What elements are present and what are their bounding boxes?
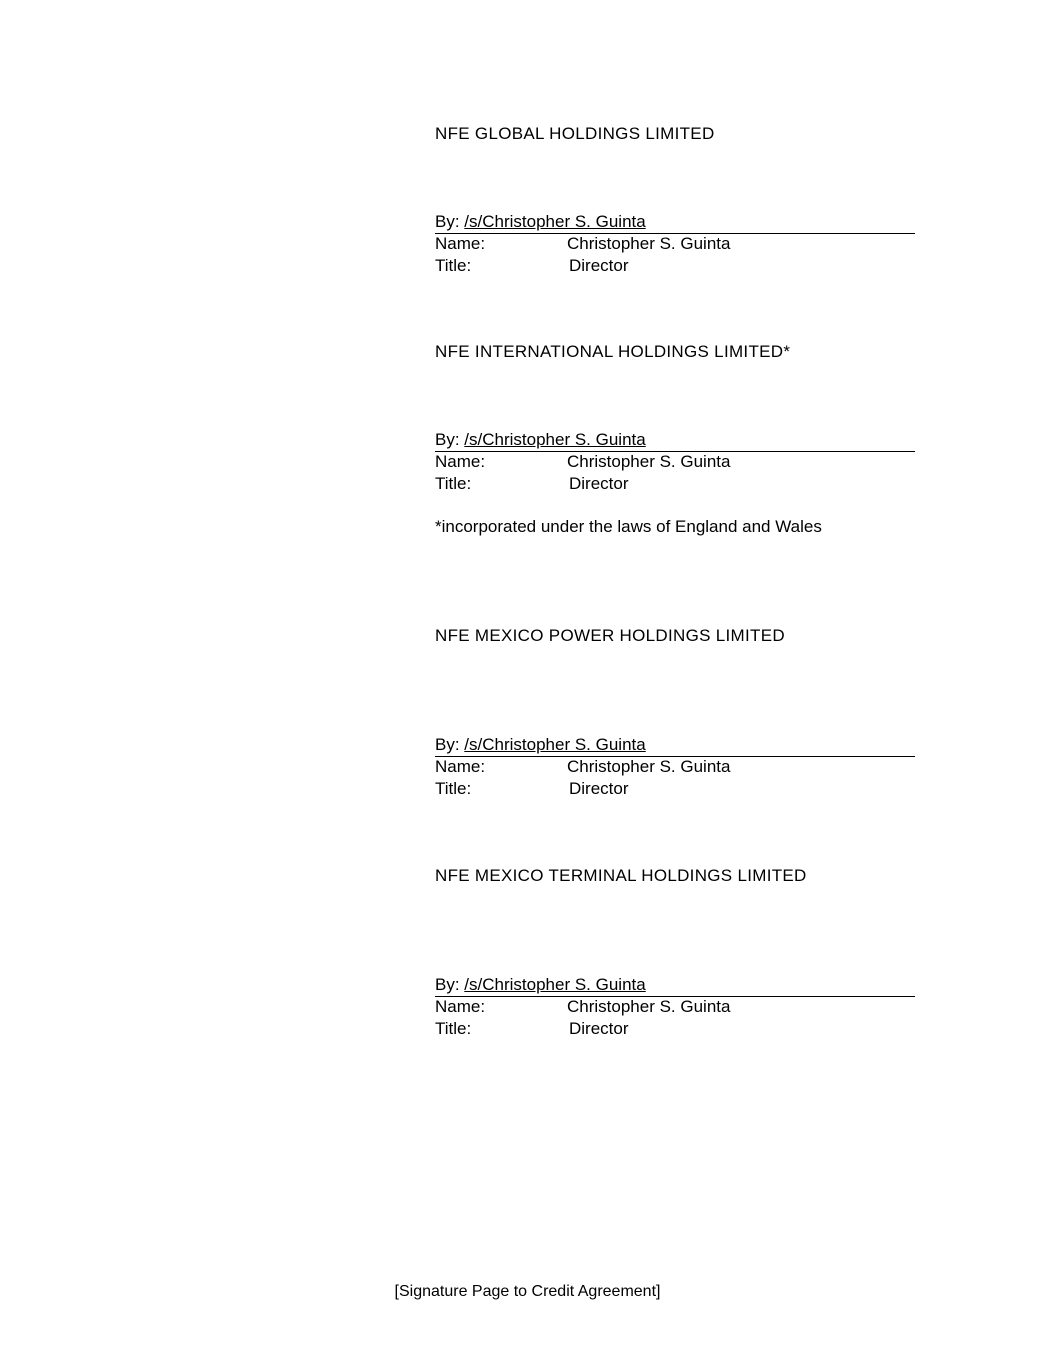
name-label: Name:: [435, 234, 486, 253]
by-label: By:: [435, 430, 460, 449]
name-value: Christopher S. Guinta: [567, 234, 731, 253]
title-value: Director: [569, 256, 629, 275]
page-footer: [Signature Page to Credit Agreement]: [394, 1283, 661, 1300]
title-label: Title:: [435, 779, 472, 798]
name-value: Christopher S. Guinta: [567, 452, 731, 471]
title-row: [435, 1018, 629, 1040]
name-row: [435, 756, 730, 778]
title-label: Title:: [435, 256, 472, 275]
by-label: By:: [435, 735, 460, 754]
entity-name: NFE GLOBAL HOLDINGS LIMITED: [435, 124, 715, 143]
name-row: [435, 996, 730, 1018]
name-value: Christopher S. Guinta: [567, 997, 731, 1016]
signature-line: [435, 429, 915, 452]
title-value: Director: [569, 1019, 629, 1038]
signature-line: [435, 211, 915, 234]
by-label: By:: [435, 975, 460, 994]
signature-value: /s/Christopher S. Guinta: [464, 735, 646, 754]
incorporation-footnote: *incorporated under the laws of England and Wales: [435, 517, 822, 536]
name-label: Name:: [435, 997, 486, 1016]
signature-line: [435, 734, 915, 757]
title-row: [435, 255, 629, 277]
title-row: [435, 473, 629, 495]
by-label: By:: [435, 212, 460, 231]
entity-name: NFE INTERNATIONAL HOLDINGS LIMITED*: [435, 342, 791, 361]
signature-value: /s/Christopher S. Guinta: [464, 975, 646, 994]
signature-line: [435, 974, 915, 997]
title-value: Director: [569, 779, 629, 798]
signature-value: /s/Christopher S. Guinta: [464, 212, 646, 231]
title-label: Title:: [435, 1019, 472, 1038]
name-label: Name:: [435, 452, 486, 471]
name-value: Christopher S. Guinta: [567, 757, 731, 776]
signature-value: /s/Christopher S. Guinta: [464, 430, 646, 449]
title-label: Title:: [435, 474, 472, 493]
title-row: [435, 778, 629, 800]
name-row: [435, 233, 730, 255]
entity-name: NFE MEXICO TERMINAL HOLDINGS LIMITED: [435, 866, 807, 885]
title-value: Director: [569, 474, 629, 493]
name-label: Name:: [435, 757, 486, 776]
entity-name: NFE MEXICO POWER HOLDINGS LIMITED: [435, 626, 785, 645]
name-row: [435, 451, 730, 473]
